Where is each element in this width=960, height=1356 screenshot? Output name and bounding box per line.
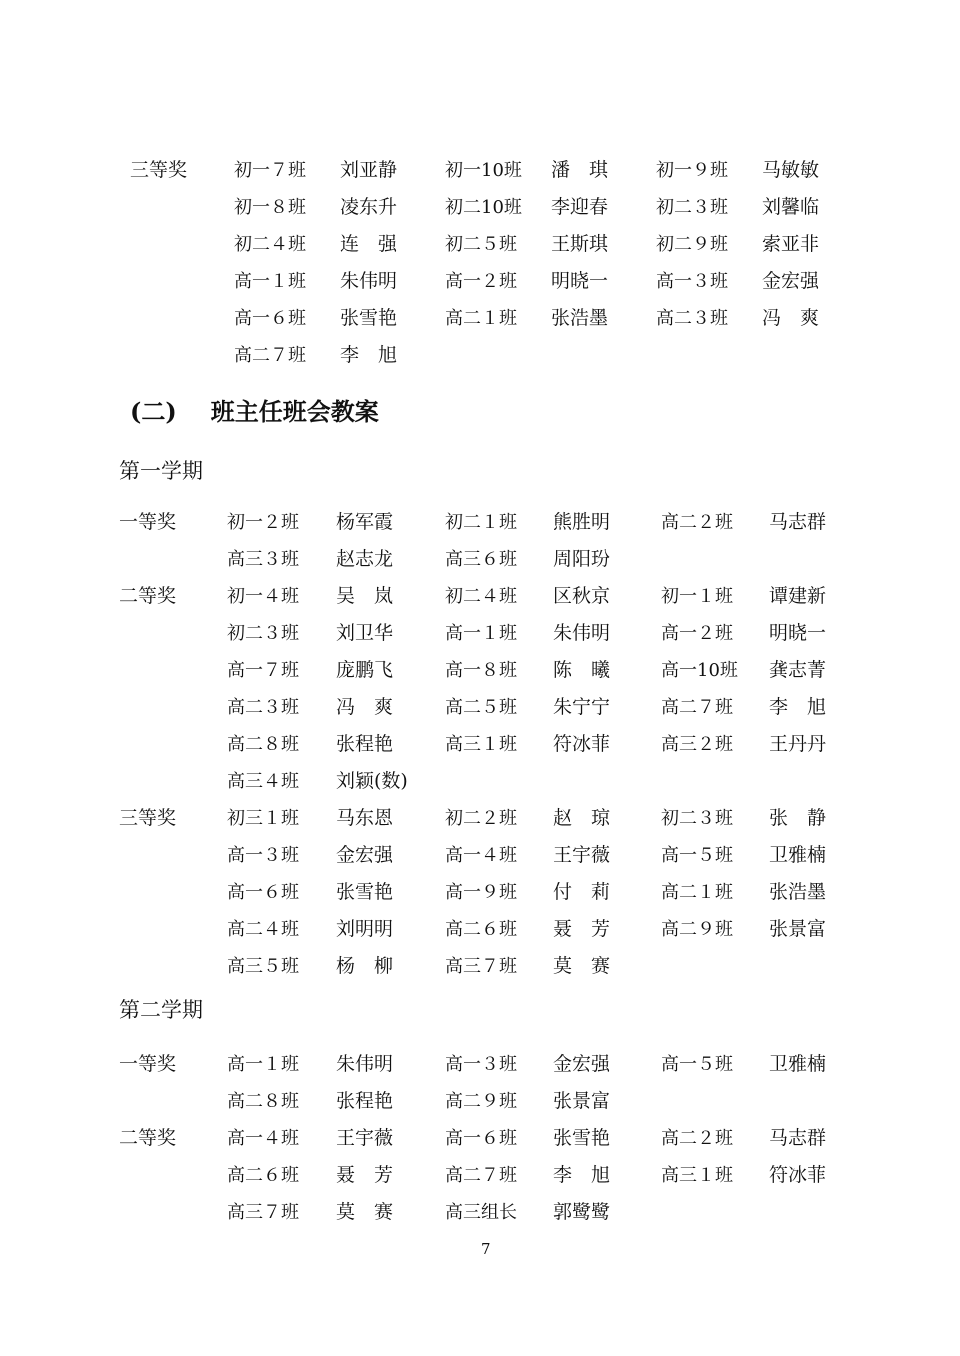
entry-name: 聂 芳: [553, 918, 611, 940]
entry-class: 高二２班: [661, 512, 733, 533]
entry-class: 高二３班: [227, 697, 299, 718]
entry-name: 张浩墨: [769, 881, 827, 903]
entry-class: 高一１班: [227, 1054, 299, 1075]
entry-class: 高一７班: [227, 660, 299, 681]
entry-name: 卫雅楠: [769, 1053, 827, 1075]
entry-class: 初二４班: [234, 234, 306, 255]
entry-name: 明晓一: [551, 270, 609, 292]
entry-class: 高二４班: [227, 919, 299, 940]
entry-name: 卫雅楠: [769, 844, 827, 866]
entry-class: 高一６班: [445, 1128, 517, 1149]
entry-class: 初二５班: [445, 234, 517, 255]
entry-name: 金宏强: [336, 844, 394, 866]
entry-name: 王丹丹: [769, 733, 827, 755]
award-label: 三等奖: [119, 807, 177, 829]
entry-class: 高二７班: [445, 1165, 517, 1186]
entry-class: 初一２班: [227, 512, 299, 533]
entry-name: 符冰菲: [553, 733, 611, 755]
entry-class: 高一３班: [227, 845, 299, 866]
entry-name: 区秋京: [553, 585, 611, 607]
entry-class: 高一１班: [234, 271, 306, 292]
entry-name: 金宏强: [553, 1053, 611, 1075]
entry-name: 刘馨临: [762, 196, 820, 218]
entry-class: 高一６班: [227, 882, 299, 903]
entry-name: 吴 岚: [336, 585, 394, 607]
entry-class: 高三１班: [445, 734, 517, 755]
entry-class: 高三组长: [445, 1202, 517, 1223]
entry-class: 初一８班: [234, 197, 306, 218]
semester-title: 第二学期: [119, 998, 203, 1022]
entry-class: 初二１班: [445, 512, 517, 533]
entry-class: 高二８班: [227, 734, 299, 755]
entry-name: 熊胜明: [553, 511, 611, 533]
entry-name: 冯 爽: [336, 696, 394, 718]
entry-name: 付 莉: [553, 881, 611, 903]
entry-class: 初二２班: [445, 808, 517, 829]
entry-name: 莫 赛: [553, 955, 611, 977]
entry-name: 周阳玢: [553, 548, 611, 570]
award-label: 二等奖: [119, 1127, 177, 1149]
entry-name: 杨 柳: [336, 955, 394, 977]
award-label: 一等奖: [119, 511, 177, 533]
entry-name: 王宇薇: [553, 844, 611, 866]
entry-name: 谭建新: [769, 585, 827, 607]
entry-class: 高二８班: [227, 1091, 299, 1112]
entry-class: 高二９班: [661, 919, 733, 940]
entry-class: 高三４班: [227, 771, 299, 792]
entry-name: 刘亚静: [340, 159, 398, 181]
entry-name: 朱伟明: [553, 622, 611, 644]
award-label: 一等奖: [119, 1053, 177, 1075]
entry-class: 高一８班: [445, 660, 517, 681]
entry-name: 朱伟明: [340, 270, 398, 292]
entry-class: 初一４班: [227, 586, 299, 607]
entry-name: 张景富: [769, 918, 827, 940]
entry-class: 高二２班: [661, 1128, 733, 1149]
entry-name: 张程艳: [336, 1090, 394, 1112]
entry-class: 高一６班: [234, 308, 306, 329]
entry-name: 郭鹭鹭: [553, 1201, 611, 1223]
entry-class: 高三５班: [227, 956, 299, 977]
entry-class: 初二３班: [656, 197, 728, 218]
award-label: 三等奖: [130, 159, 188, 181]
section-number: (二): [130, 397, 177, 426]
entry-name: 马敏敏: [762, 159, 820, 181]
entry-name: 龚志菁: [769, 659, 827, 681]
entry-name: 索亚非: [762, 233, 820, 255]
entry-name: 张 静: [769, 807, 827, 829]
entry-class: 初二３班: [661, 808, 733, 829]
entry-name: 朱伟明: [336, 1053, 394, 1075]
section-title-text: 班主任班会教案: [210, 397, 379, 426]
entry-name: 赵 琼: [553, 807, 611, 829]
entry-name: 符冰菲: [769, 1164, 827, 1186]
entry-name: 朱宁宁: [553, 696, 611, 718]
entry-name: 李 旭: [769, 696, 827, 718]
entry-class: 高三６班: [445, 549, 517, 570]
entry-name: 刘卫华: [336, 622, 394, 644]
entry-class: 高一２班: [661, 623, 733, 644]
entry-class: 高三７班: [445, 956, 517, 977]
entry-name: 马志群: [769, 1127, 827, 1149]
entry-name: 李 旭: [553, 1164, 611, 1186]
entry-class: 高一10班: [661, 660, 738, 681]
entry-name: 庞鹏飞: [336, 659, 394, 681]
entry-class: 高三１班: [661, 1165, 733, 1186]
entry-name: 明晓一: [769, 622, 827, 644]
entry-class: 高二１班: [445, 308, 517, 329]
entry-name: 王宇薇: [336, 1127, 394, 1149]
entry-class: 高二５班: [445, 697, 517, 718]
entry-class: 初二10班: [445, 197, 522, 218]
entry-name: 李迎春: [551, 196, 609, 218]
entry-class: 高二３班: [656, 308, 728, 329]
entry-class: 高二６班: [227, 1165, 299, 1186]
entry-class: 高一２班: [445, 271, 517, 292]
entry-name: 凌东升: [340, 196, 398, 218]
entry-class: 高一３班: [656, 271, 728, 292]
entry-class: 高一３班: [445, 1054, 517, 1075]
entry-class: 高一１班: [445, 623, 517, 644]
entry-name: 刘明明: [336, 918, 394, 940]
entry-name: 杨军霞: [336, 511, 394, 533]
entry-class: 高二６班: [445, 919, 517, 940]
entry-name: 张雪艳: [336, 881, 394, 903]
entry-class: 初一７班: [234, 160, 306, 181]
entry-class: 高一９班: [445, 882, 517, 903]
entry-name: 赵志龙: [336, 548, 394, 570]
entry-class: 初二９班: [656, 234, 728, 255]
entry-class: 初三１班: [227, 808, 299, 829]
entry-name: 张景富: [553, 1090, 611, 1112]
entry-class: 高一４班: [227, 1128, 299, 1149]
entry-name: 王斯琪: [551, 233, 609, 255]
entry-name: 聂 芳: [336, 1164, 394, 1186]
entry-name: 张雪艳: [340, 307, 398, 329]
entry-class: 初二４班: [445, 586, 517, 607]
entry-class: 初二３班: [227, 623, 299, 644]
semester-title: 第一学期: [119, 459, 203, 483]
entry-class: 高三２班: [661, 734, 733, 755]
entry-class: 初一９班: [656, 160, 728, 181]
entry-name: 莫 赛: [336, 1201, 394, 1223]
entry-name: 马志群: [769, 511, 827, 533]
entry-class: 初一１班: [661, 586, 733, 607]
page-number: 7: [481, 1240, 491, 1258]
entry-class: 高二９班: [445, 1091, 517, 1112]
entry-name: 潘 琪: [551, 159, 609, 181]
entry-name: 张雪艳: [553, 1127, 611, 1149]
entry-class: 高三７班: [227, 1202, 299, 1223]
entry-name: 张程艳: [336, 733, 394, 755]
entry-class: 高一５班: [661, 1054, 733, 1075]
entry-class: 高二１班: [661, 882, 733, 903]
entry-name: 张浩墨: [551, 307, 609, 329]
section-heading: [130, 397, 379, 426]
entry-class: 高一５班: [661, 845, 733, 866]
entry-name: 李 旭: [340, 344, 398, 366]
entry-class: 高三３班: [227, 549, 299, 570]
award-label: 二等奖: [119, 585, 177, 607]
entry-name: 冯 爽: [762, 307, 820, 329]
entry-class: 高二７班: [234, 345, 306, 366]
entry-name: 金宏强: [762, 270, 820, 292]
entry-name: 马东恩: [336, 807, 394, 829]
entry-name: 刘颖(数): [336, 770, 408, 792]
entry-class: 初一10班: [445, 160, 522, 181]
entry-class: 高二７班: [661, 697, 733, 718]
entry-name: 连 强: [340, 233, 398, 255]
entry-class: 高一４班: [445, 845, 517, 866]
entry-name: 陈 曦: [553, 659, 611, 681]
